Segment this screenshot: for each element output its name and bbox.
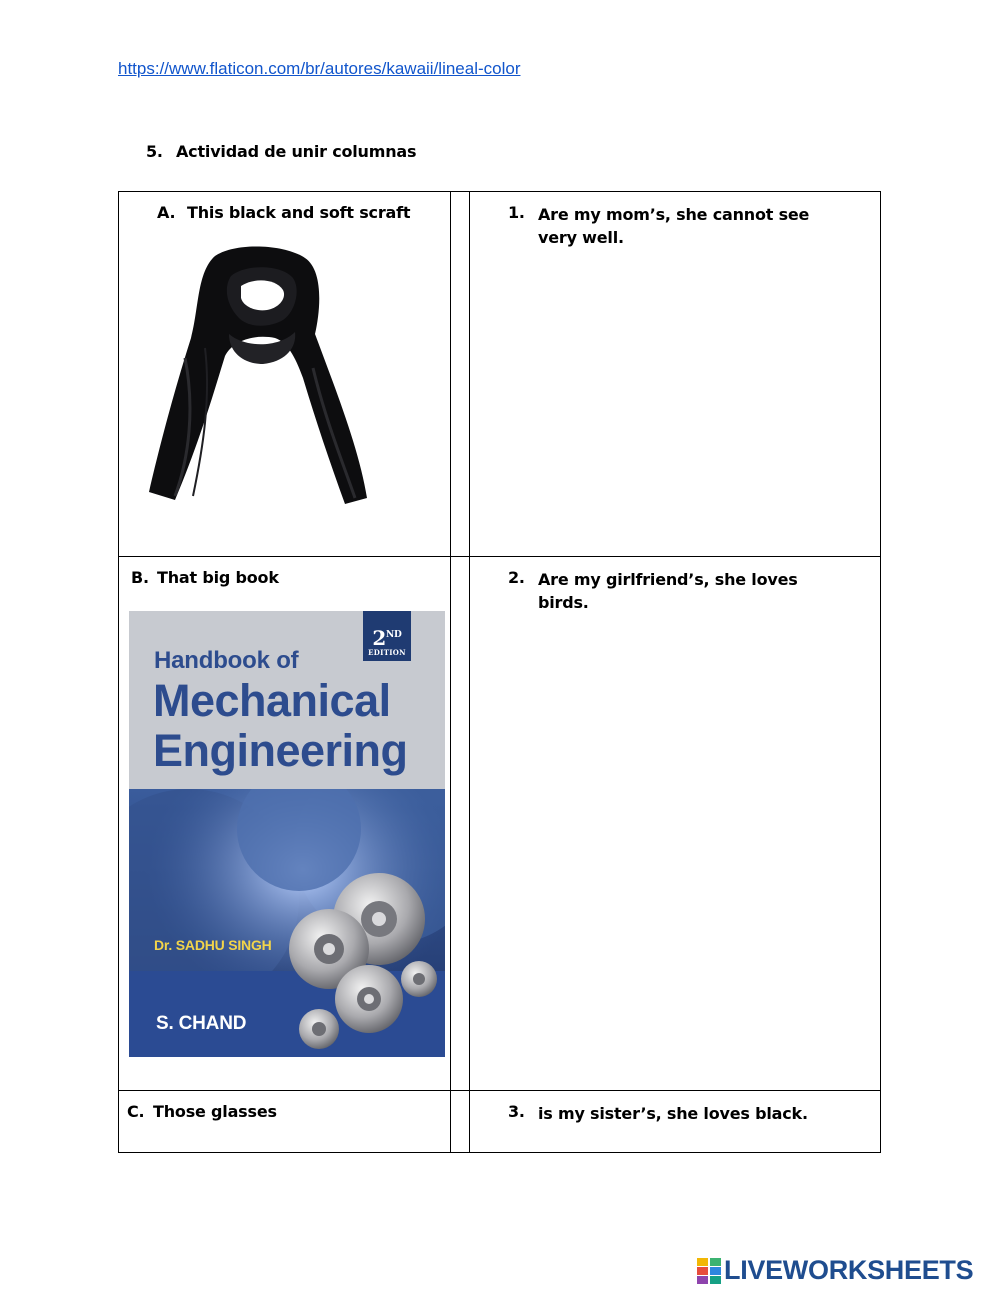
edition-label: EDITION (368, 648, 406, 657)
edition-suffix: ND (386, 630, 402, 640)
answer-key: 2. (508, 568, 525, 587)
item-text: Those glasses (153, 1102, 277, 1121)
heading-number: 5. (146, 142, 163, 161)
brand-name: LIVEWORKSHEETS (724, 1255, 974, 1285)
answer-text: is my sister’s, she loves black. (538, 1104, 808, 1123)
table-row (119, 1091, 881, 1153)
item-key: A. (157, 203, 176, 222)
edition-badge (363, 611, 411, 661)
item-cell-a (119, 192, 451, 557)
book-title-line1: Handbook of (154, 647, 299, 674)
item-text: That big book (157, 568, 279, 587)
answer-key: 3. (508, 1102, 525, 1121)
book-title-line3: Engineering (153, 725, 408, 776)
answer-text: Are my mom’s, she cannot see very well. (538, 205, 810, 247)
table-row (119, 557, 881, 1091)
spacer-cell (451, 557, 470, 1091)
answer-cell-1 (470, 192, 881, 557)
answer-cell-2 (470, 557, 881, 1091)
item-key: C. (127, 1102, 145, 1121)
liveworksheets-logo-icon (697, 1258, 721, 1284)
book-author: Dr. SADHU SINGH (154, 937, 272, 953)
liveworksheets-brand[interactable] (697, 1255, 973, 1286)
spacer-cell (451, 192, 470, 557)
answer-1 (508, 203, 848, 249)
answer-text: Are my girlfriend’s, she loves birds. (538, 570, 798, 612)
item-label-c (127, 1102, 277, 1121)
book-publisher: S. CHAND (156, 1013, 247, 1034)
answer-2 (508, 568, 848, 614)
activity-heading (146, 142, 416, 161)
book-cover-image (129, 611, 445, 1057)
item-key: B. (131, 568, 149, 587)
answer-key: 1. (508, 203, 525, 222)
item-cell-c (119, 1091, 451, 1153)
item-label-a (157, 203, 410, 222)
book-title-line2: Mechanical (153, 675, 391, 726)
item-text: This black and soft scraft (187, 203, 411, 222)
matching-table (118, 191, 881, 1153)
table-row (119, 192, 881, 557)
heading-text: Actividad de unir columnas (176, 142, 417, 161)
source-link[interactable]: https://www.flaticon.com/br/autores/kawaii/lineal-color (118, 59, 521, 78)
answer-3 (508, 1102, 848, 1125)
black-scarf-image (145, 238, 375, 508)
spacer-cell (451, 1091, 470, 1153)
item-cell-b (119, 557, 451, 1091)
item-label-b (131, 568, 279, 587)
edition-number: 2 (372, 626, 387, 650)
answer-cell-3 (470, 1091, 881, 1153)
